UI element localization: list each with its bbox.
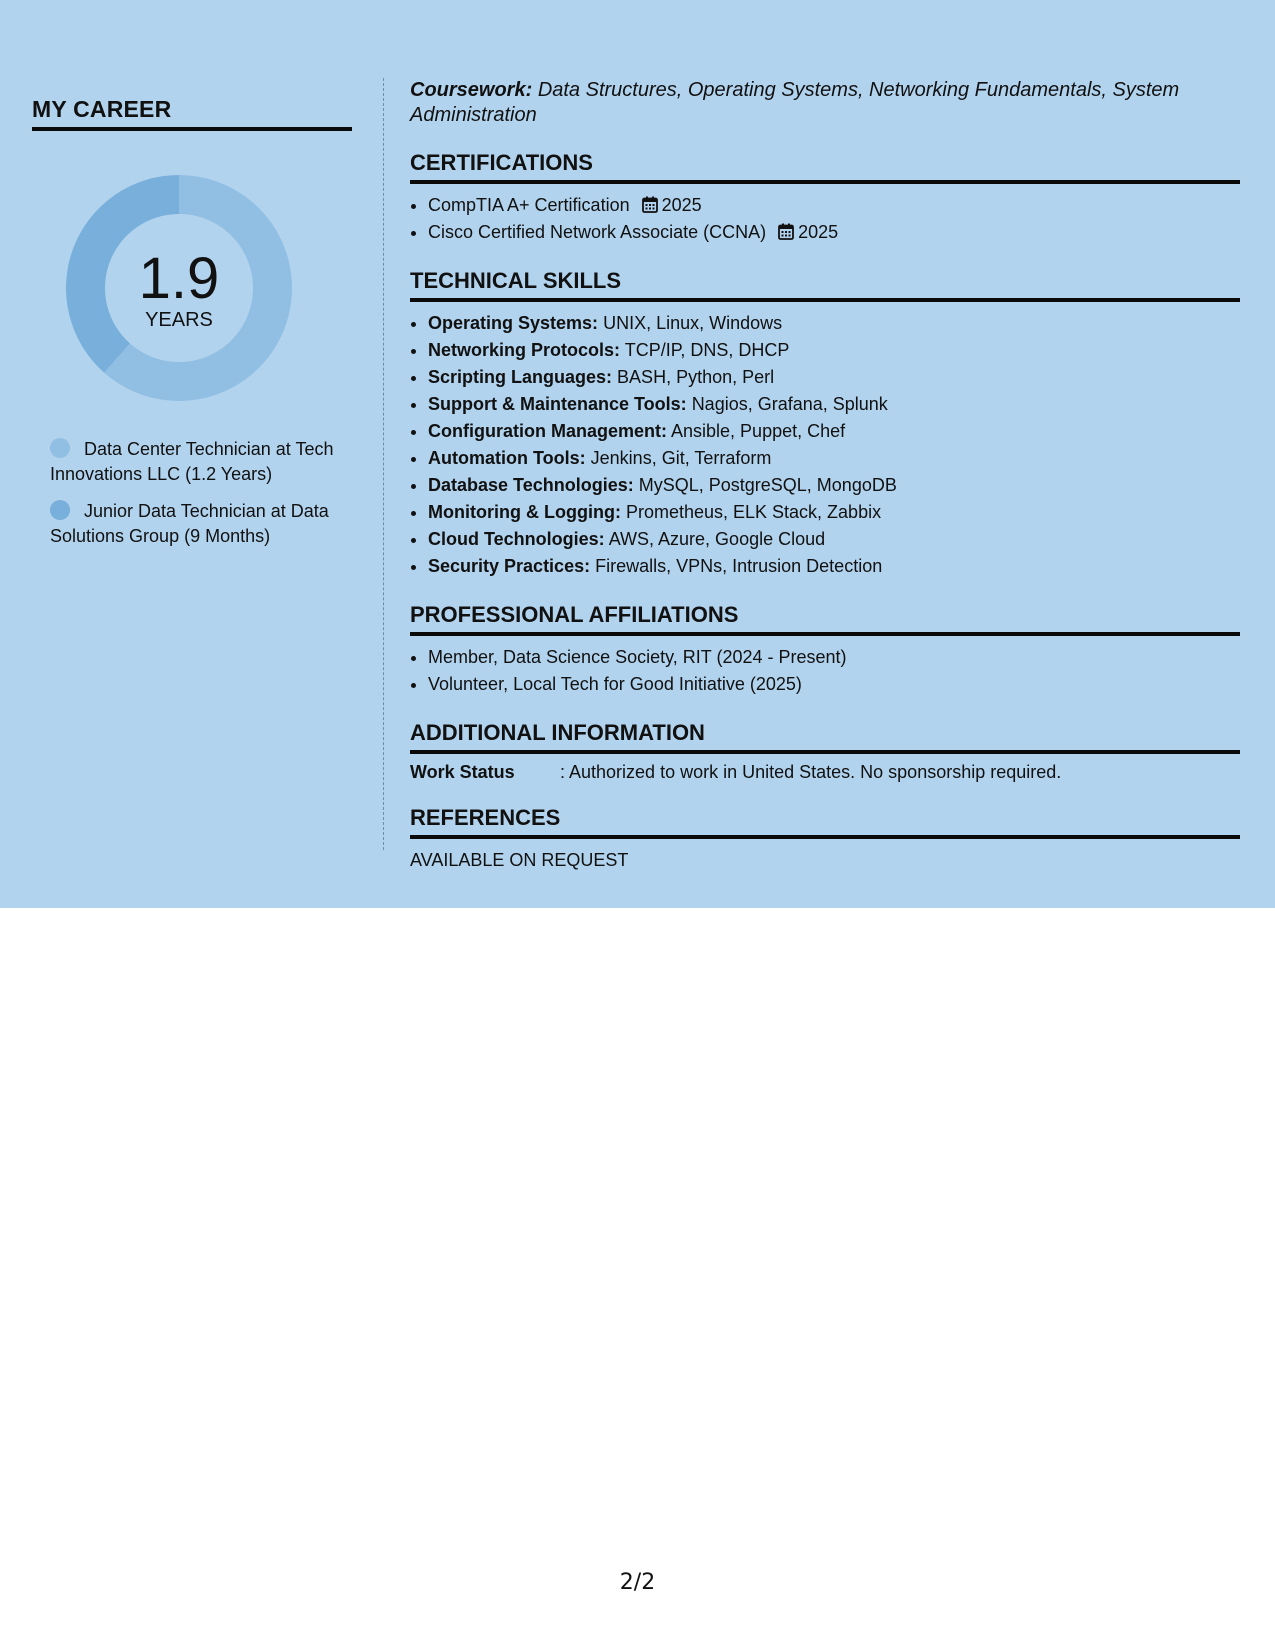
calendar-icon	[642, 194, 658, 211]
references-section	[410, 805, 1240, 871]
skill-value: UNIX, Linux, Windows	[603, 313, 783, 333]
skill-label: Database Technologies:	[428, 475, 634, 495]
coursework-line	[410, 78, 1240, 128]
skill-value: MySQL, PostgreSQL, MongoDB	[638, 475, 897, 495]
skill-value: AWS, Azure, Google Cloud	[608, 529, 826, 549]
certification-year: 2025	[661, 195, 702, 215]
legend-dot	[50, 438, 70, 458]
legend-item	[50, 437, 350, 487]
skill-item	[428, 499, 1240, 526]
skill-label: Security Practices:	[428, 556, 591, 576]
certification-name: Cisco Certified Network Associate (CCNA)	[428, 222, 767, 242]
skill-item	[428, 391, 1240, 418]
affiliations-heading: PROFESSIONAL AFFILIATIONS	[410, 602, 1240, 636]
additional-heading: ADDITIONAL INFORMATION	[410, 720, 1240, 754]
skill-label: Support & Maintenance Tools:	[428, 394, 687, 414]
affiliation-item: • Member, Data Science Society, RIT (2024 - Present)	[428, 644, 1240, 671]
references-heading: REFERENCES	[410, 805, 1240, 839]
skill-item	[428, 337, 1240, 364]
certifications-list	[410, 192, 1240, 246]
skill-value: Ansible, Puppet, Chef	[671, 421, 846, 441]
skill-label: Cloud Technologies:	[428, 529, 605, 549]
work-status-row	[410, 762, 1240, 783]
career-total-years: 1.9	[138, 245, 220, 311]
skill-value: Nagios, Grafana, Splunk	[691, 394, 888, 414]
skill-value: TCP/IP, DNS, DHCP	[624, 340, 790, 360]
certification-item	[428, 192, 1240, 219]
skill-item	[428, 418, 1240, 445]
references-text: AVAILABLE ON REQUEST	[410, 850, 629, 870]
calendar-icon	[778, 221, 794, 238]
legend-label: Junior Data Technician at Data Solutions Group (9 Months)	[50, 501, 329, 546]
skill-item	[428, 364, 1240, 391]
skills-list	[410, 310, 1240, 580]
work-status-value: : Authorized to work in United States. No sponsorship required.	[560, 762, 1062, 782]
skill-value: Prometheus, ELK Stack, Zabbix	[625, 502, 882, 522]
skills-heading: TECHNICAL SKILLS	[410, 268, 1240, 302]
skills-section	[410, 268, 1240, 580]
skill-label: Scripting Languages:	[428, 367, 613, 387]
certification-name: CompTIA A+ Certification	[428, 195, 630, 215]
skill-item	[428, 553, 1240, 580]
donut-center	[66, 175, 292, 401]
skill-item	[428, 445, 1240, 472]
coursework-text: Data Structures, Operating Systems, Networking Fundamentals, System Administration	[410, 79, 1180, 126]
career-legend	[50, 437, 350, 549]
career-sidebar	[32, 96, 352, 561]
skill-label: Monitoring & Logging:	[428, 502, 621, 522]
page-number: 2/2	[619, 1570, 656, 1595]
skill-value: BASH, Python, Perl	[617, 367, 775, 387]
main-content	[410, 78, 1240, 871]
certification-year: 2025	[798, 222, 839, 242]
certification-item	[428, 219, 1240, 246]
affiliations-list	[410, 644, 1240, 698]
skill-item	[428, 526, 1240, 553]
skill-label: Automation Tools:	[428, 448, 586, 468]
skill-value: Jenkins, Git, Terraform	[590, 448, 772, 468]
affiliations-section	[410, 602, 1240, 698]
legend-item	[50, 499, 350, 549]
career-total-unit: YEARS	[145, 308, 213, 331]
skill-value: Firewalls, VPNs, Intrusion Detection	[595, 556, 883, 576]
certifications-section	[410, 150, 1240, 246]
career-donut-chart	[66, 175, 292, 401]
skill-label: Networking Protocols:	[428, 340, 621, 360]
skill-label: Operating Systems:	[428, 313, 599, 333]
coursework-label: Coursework:	[410, 79, 533, 101]
legend-dot	[50, 500, 70, 520]
work-status-label: Work Status	[410, 762, 515, 782]
certifications-heading: CERTIFICATIONS	[410, 150, 1240, 184]
column-divider	[383, 78, 384, 850]
additional-section	[410, 720, 1240, 783]
affiliation-item: • Volunteer, Local Tech for Good Initiative (2025)	[428, 671, 1240, 698]
skill-label: Configuration Management:	[428, 421, 667, 441]
legend-label: Data Center Technician at Tech Innovations LLC (1.2 Years)	[50, 439, 334, 484]
career-heading: MY CAREER	[32, 96, 352, 131]
skill-item	[428, 472, 1240, 499]
skill-item	[428, 310, 1240, 337]
